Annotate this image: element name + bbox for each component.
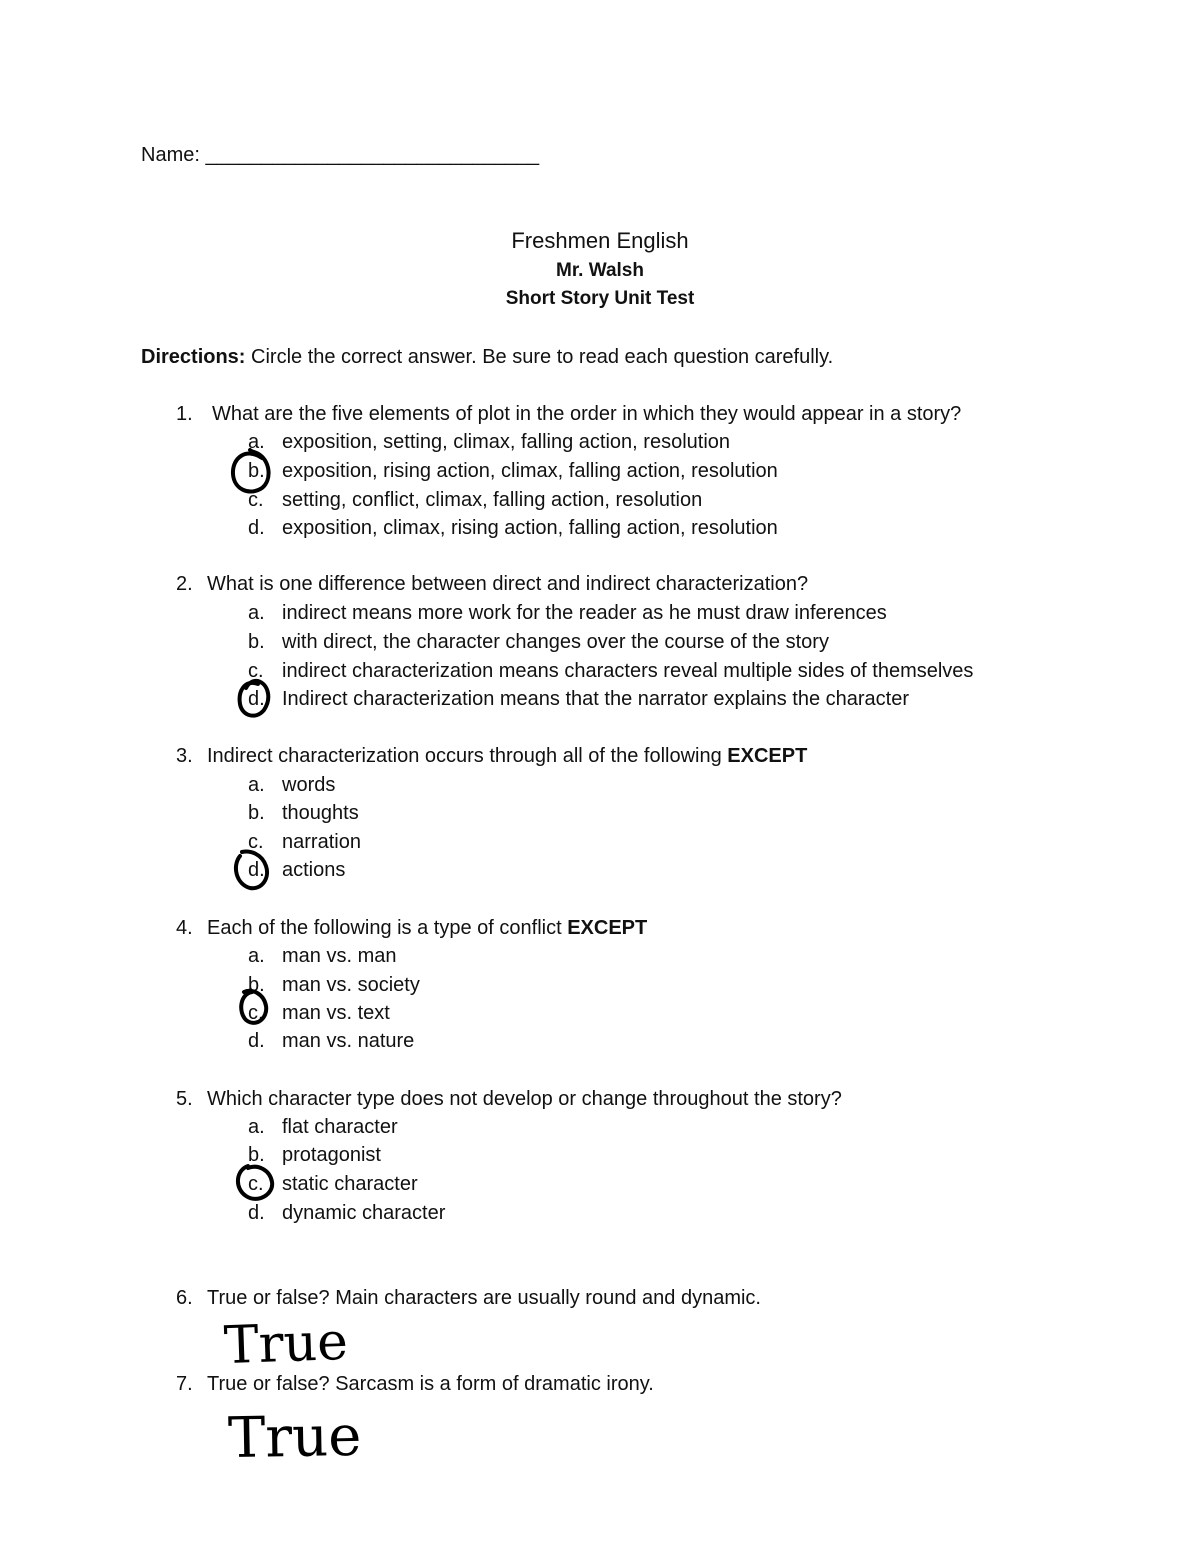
option-letter: a.: [248, 774, 265, 796]
option-letter: b.: [248, 631, 265, 653]
option-letter: b.: [248, 460, 265, 482]
directions-text: Circle the correct answer. Be sure to read each question carefully.: [245, 346, 834, 368]
answer-circle-q2: [240, 681, 269, 716]
directions-label: Directions:: [141, 346, 246, 368]
option-text: thoughts: [282, 802, 359, 824]
option-letter: c.: [248, 489, 264, 511]
name-label: Name:: [141, 144, 200, 166]
option-text: exposition, climax, rising action, falling action, resolution: [282, 517, 778, 539]
option-text: dynamic character: [282, 1202, 446, 1224]
answer-circle-q4: [241, 991, 266, 1023]
option-text: static character: [282, 1173, 418, 1195]
option-letter: a.: [248, 1116, 265, 1138]
option-letter: d.: [248, 688, 265, 710]
option-letter: d.: [248, 859, 265, 881]
question-text: What are the five elements of plot in the order in which they would appear in a story?: [212, 403, 962, 425]
option-text: with direct, the character changes over the course of the story: [282, 631, 829, 653]
option-letter: c.: [248, 831, 264, 853]
option-letter: d.: [248, 1202, 265, 1224]
question-number: 4.: [176, 917, 193, 939]
option-letter: a.: [248, 945, 265, 967]
question-number: 7.: [176, 1373, 193, 1395]
option-letter: d.: [248, 1030, 265, 1052]
test-title: Short Story Unit Test: [505, 288, 695, 309]
handwritten-answer-q7: True: [227, 1403, 362, 1472]
question-emphasis: EXCEPT: [727, 745, 808, 767]
option-letter: b.: [248, 1144, 265, 1166]
option-letter: b.: [248, 802, 265, 824]
handwritten-answer-q6: True: [222, 1311, 349, 1377]
name-blank-line: ______________________________: [205, 144, 540, 166]
question-text: True or false? Sarcasm is a form of dramatic irony.: [207, 1373, 654, 1395]
answer-circle-q5: [238, 1166, 272, 1199]
option-text: indirect characterization means characters reveal multiple sides of themselves: [282, 660, 974, 682]
option-text: flat character: [282, 1116, 398, 1138]
option-letter: a.: [248, 602, 265, 624]
option-text: man vs. man: [282, 945, 397, 967]
option-text: actions: [282, 859, 346, 881]
question-text-main: Indirect characterization occurs through all of the following: [207, 745, 728, 767]
question-number: 2.: [176, 573, 193, 595]
teacher-name: Mr. Walsh: [556, 260, 644, 281]
option-text: exposition, setting, climax, falling action, resolution: [282, 431, 731, 453]
question-text-main: Each of the following is a type of conflict: [207, 917, 568, 939]
course-title: Freshmen English: [511, 228, 689, 253]
option-text: man vs. nature: [282, 1030, 415, 1052]
option-letter: a.: [248, 431, 265, 453]
question-text: Which character type does not develop or change throughout the story?: [207, 1088, 842, 1110]
answer-circle-q3: [236, 852, 267, 889]
option-text: man vs. society: [282, 974, 420, 996]
question-number: 1.: [176, 403, 193, 425]
option-text: narration: [282, 831, 361, 853]
question-number: 5.: [176, 1088, 193, 1110]
answer-circle-q1: [233, 450, 269, 492]
question-number: 6.: [176, 1287, 193, 1309]
option-text: setting, conflict, climax, falling action, resolution: [282, 489, 703, 511]
option-letter: c.: [248, 660, 264, 682]
option-text: Indirect characterization means that the narrator explains the character: [282, 688, 909, 710]
option-letter: c.: [248, 1002, 264, 1024]
option-text: indirect means more work for the reader as he must draw inferences: [282, 602, 887, 624]
question-number: 3.: [176, 745, 193, 767]
option-text: man vs. text: [282, 1002, 390, 1024]
option-letter: d.: [248, 517, 265, 539]
question-text: True or false? Main characters are usually round and dynamic.: [207, 1287, 761, 1309]
question-emphasis: EXCEPT: [567, 917, 648, 939]
question-text: What is one difference between direct and indirect characterization?: [207, 573, 809, 595]
option-text: protagonist: [282, 1144, 381, 1166]
option-text: words: [282, 774, 336, 796]
option-letter: b.: [248, 974, 265, 996]
option-text: exposition, rising action, climax, falling action, resolution: [282, 460, 778, 482]
option-letter: c.: [248, 1173, 264, 1195]
